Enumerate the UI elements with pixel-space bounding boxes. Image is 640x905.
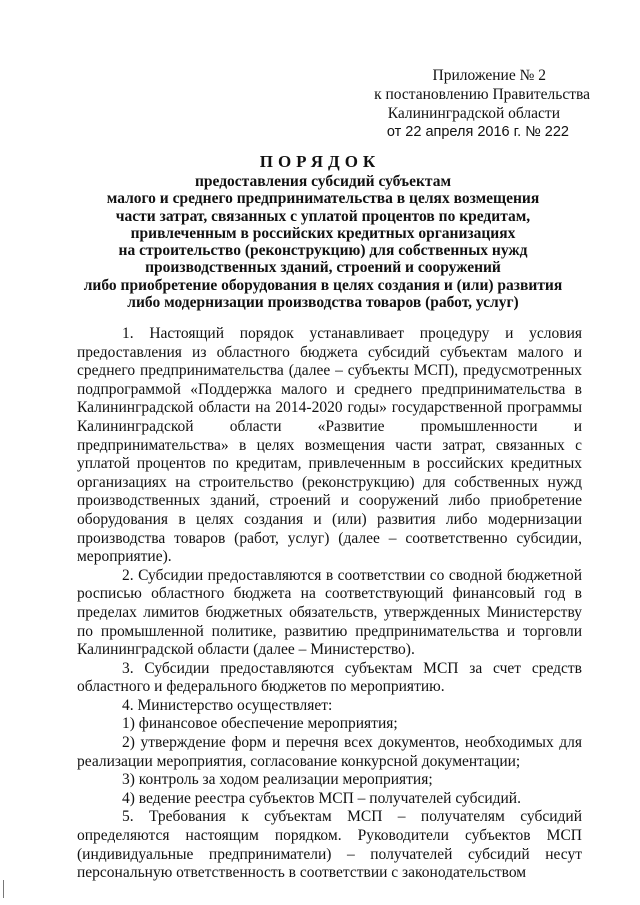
subtitle-line: либо приобретение оборудования в целях создания и (или) развития	[83, 276, 563, 294]
appendix-resolution-ref: к постановлению Правительства	[374, 86, 590, 103]
scan-edge-mark	[3, 880, 4, 898]
subtitle-line: на строительство (реконструкцию) для собственных нужд	[118, 242, 528, 260]
appendix-number: Приложение № 2	[432, 67, 546, 84]
paragraph-2: 2. Субсидии предоставляются в соответствии со сводной бюджетной росписью областного бюджета на соответствующий финансовый год в пределах лимитов бюджетных обязательств, утвержденных Министерству по промышленной политике, развитию предпринимательства и торговли Калининградской области (далее – Министерство).	[77, 566, 582, 659]
appendix-date-number: от 22 апреля 2016 г. № 222	[386, 124, 569, 140]
paragraph-1: 1. Настоящий порядок устанавливает процедуру и условия предоставления из областного бюджета субсидий субъектам малого и среднего предпринимательства (далее – субъекты МСП), предусмотренных подпрограммой «Поддержка малого и среднего предпринимательства в Калининградской области на 2014-2020 годы» государственной программы Калининградской области «Развитие промышленности и предпринимательства» в целях возмещения части затрат, связанных с уплатой процентов по кредитам, привлеченным в российских кредитных организациях на строительство (реконструкцию) для собственных нужд производственных зданий, строений и сооружений либо приобретение оборудования в целях создания и (или) развития либо модернизации производства товаров (работ, услуг) (далее – соответственно субсидии, мероприятие).	[77, 325, 582, 566]
document-subtitle	[60, 173, 586, 311]
appendix-header	[330, 66, 590, 142]
paragraph-3: 3. Субсидии предоставляются субъектам МСП за счет средств областного и федерального бюджетов по мероприятию.	[77, 659, 582, 696]
subtitle-line: производственных зданий, строений и сооружений	[145, 259, 501, 277]
document-title: ПОРЯДОК	[259, 152, 381, 171]
paragraph-5: 5. Требования к субъектам МСП – получателям субсидий определяются настоящим порядком. Руководители субъектов МСП (индивидуальные предприниматели) – получателей субсидий несут персональную ответственность в соответствии с законодательством	[77, 808, 582, 882]
list-item: 2) утверждение форм и перечня всех документов, необходимых для реализации мероприятия, согласование конкурсной документации;	[77, 734, 582, 770]
subtitle-line: части затрат, связанных с уплатой процентов по кредитам,	[115, 207, 531, 225]
subtitle-line: малого и среднего предпринимательства в целях возмещения	[106, 190, 540, 208]
list-item: 1) финансовое обеспечение мероприятия;	[122, 715, 398, 733]
subtitle-line: привлеченным в российских кредитных организациях	[130, 224, 516, 242]
appendix-region: Калининградской области	[387, 105, 560, 122]
subtitle-line: либо модернизации производства товаров (работ, услуг)	[127, 294, 519, 312]
paragraph-4: 4. Министерство осуществляет:	[122, 696, 333, 714]
list-item: 3) контроль за ходом реализации мероприятия;	[122, 771, 433, 789]
document-body	[77, 325, 582, 883]
list-item: 4) ведение реестра субъектов МСП – получателей субсидий.	[122, 789, 521, 807]
subtitle-line: предоставления субсидий субъектам	[194, 173, 451, 190]
